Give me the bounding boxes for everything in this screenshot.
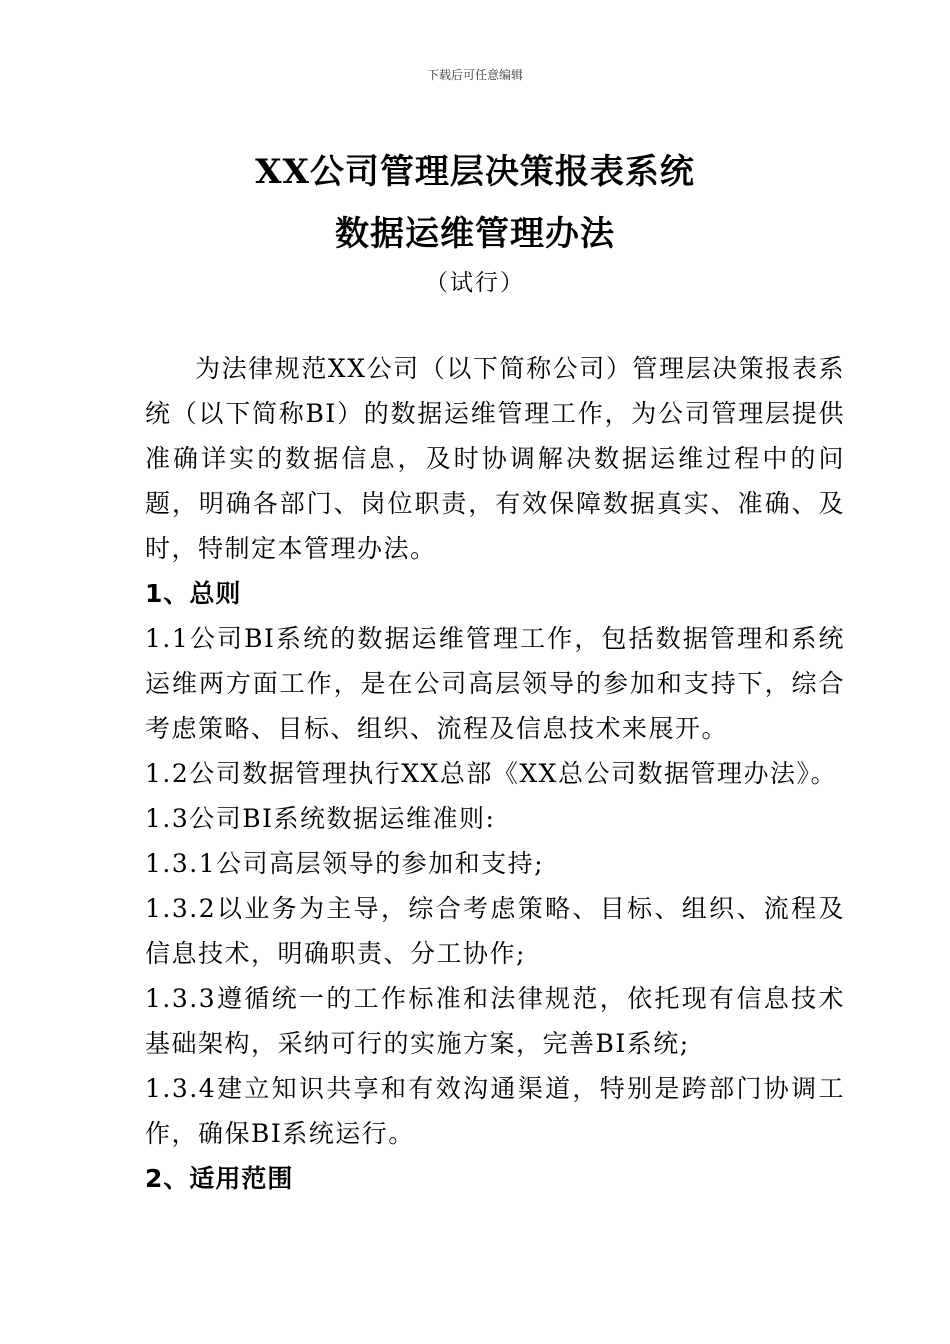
clause-1-2: 1.2公司数据管理执行XX总部《XX总公司数据管理办法》。: [145, 759, 837, 788]
header-note: 下载后可任意编辑: [426, 68, 523, 82]
document-title: XX公司管理层决策报表系统: [255, 152, 695, 192]
document-subtitle: （试行）: [425, 270, 525, 296]
clause-1-3: 1.3公司BI系统数据运维准则:: [145, 804, 496, 833]
document-body: [145, 346, 845, 1201]
clause-1-3-4: 1.3.4建立知识共享和有效沟通渠道，特别是跨部门协调工作，确保BI系统运行。: [145, 1074, 845, 1148]
section-heading-general: 1、总则: [145, 579, 242, 608]
clause-1-3-1: 1.3.1公司高层领导的参加和支持;: [145, 849, 545, 878]
clause-1-1: 1.1公司BI系统的数据运维管理工作，包括数据管理和系统运维两方面工作，是在公司高层领导的参加和支持下，综合考虑策略、目标、组织、流程及信息技术来展开。: [145, 624, 845, 743]
section-heading-scope: 2、适用范围: [145, 1164, 294, 1193]
clause-1-3-3: 1.3.3遵循统一的工作标准和法律规范，依托现有信息技术基础架构，采纳可行的实施方案，完善BI系统;: [145, 984, 845, 1058]
clause-1-3-2: 1.3.2以业务为主导，综合考虑策略、目标、组织、流程及信息技术，明确职责、分工协作;: [145, 894, 845, 968]
intro-paragraph: 为法律规范XX公司（以下简称公司）管理层决策报表系统（以下简称BI）的数据运维管理工作，为公司管理层提供准确详实的数据信息，及时协调解决数据运维过程中的问题，明确各部门、岗位职责，有效保障数据真实、准确、及时，特制定本管理办法。: [145, 354, 845, 563]
document-title-line2: 数据运维管理办法: [335, 214, 615, 254]
